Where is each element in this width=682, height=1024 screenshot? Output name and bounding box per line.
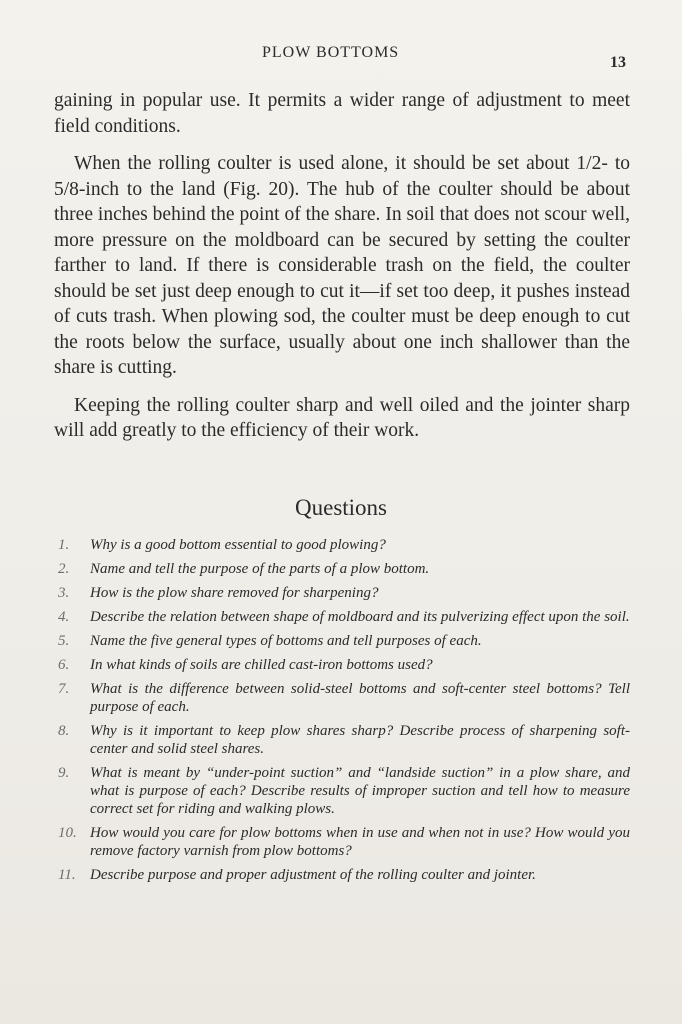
question-item — [50, 584, 630, 602]
questions-heading: Questions — [295, 495, 387, 520]
question-number: 2. — [58, 561, 70, 577]
question-text: Describe purpose and proper adjustment of the rolling coulter and jointer. — [90, 867, 536, 883]
question-item — [50, 608, 630, 626]
question-number: 3. — [58, 585, 70, 601]
question-number: 1. — [58, 537, 70, 553]
question-number: 6. — [58, 657, 70, 673]
paragraph: Keeping the rolling coulter sharp and well oiled and the jointer sharp will add greatly to the efficiency of their work. — [54, 394, 630, 441]
question-text: What is the difference between solid-steel bottoms and soft-center steel bottoms? Tell purpose of each. — [90, 681, 630, 715]
running-head: PLOW BOTTOMS — [262, 44, 400, 61]
question-item — [50, 824, 630, 860]
paragraph: gaining in popular use. It permits a wider range of adjustment to meet field conditions. — [54, 90, 630, 137]
question-number: 7. — [58, 681, 70, 697]
question-number: 10. — [58, 825, 77, 841]
question-item — [50, 680, 630, 716]
question-item — [50, 764, 630, 818]
paragraph: When the rolling coulter is used alone, it should be set about 1/2- to 5/8-inch to the land (Fig. 20). The hub of the coulter should be about three inches behind the point of the share. In soil that does not scour well, more pressure on the moldboard can be secured by setting the coulter farther to land. If there is considerable trash on the field, the coulter should be set just deep enough to cut it—if set too deep, it pushes instead of cuts trash. When plowing sod, the coulter must be deep enough to cut the roots below the surface, usually about one inch shallower than the share is cutting. — [54, 153, 630, 378]
question-number: 11. — [58, 867, 76, 883]
question-item — [50, 656, 630, 674]
question-text: Describe the relation between shape of moldboard and its pulverizing effect upon the soil. — [90, 609, 630, 625]
question-text: Why is it important to keep plow shares sharp? Describe process of sharpening soft-center and solid steel shares. — [90, 723, 630, 757]
question-number: 8. — [58, 723, 70, 739]
question-item — [50, 632, 630, 650]
question-text: Why is a good bottom essential to good plowing? — [90, 537, 386, 553]
question-number: 4. — [58, 609, 70, 625]
question-text: How would you care for plow bottoms when in use and when not in use? How would you remove factory varnish from plow bottoms? — [90, 825, 630, 859]
question-item — [50, 866, 630, 884]
question-text: Name and tell the purpose of the parts of a plow bottom. — [90, 561, 430, 577]
question-text: What is meant by “under-point suction” and “landside suction” in a plow share, and what is purpose of each? Describe results of improper suction and tell how to measure correct set for riding and walking plows. — [90, 765, 630, 817]
page-number: 13 — [610, 54, 626, 71]
question-text: How is the plow share removed for sharpening? — [90, 585, 379, 601]
question-text: In what kinds of soils are chilled cast-iron bottoms used? — [90, 657, 433, 673]
question-item — [50, 560, 630, 578]
question-item — [50, 722, 630, 758]
questions-list — [50, 536, 630, 890]
question-text: Name the five general types of bottoms and tell purposes of each. — [90, 633, 482, 649]
question-number: 5. — [58, 633, 70, 649]
question-item — [50, 536, 630, 554]
body-text — [54, 88, 630, 456]
page-header — [0, 44, 682, 71]
question-number: 9. — [58, 765, 70, 781]
